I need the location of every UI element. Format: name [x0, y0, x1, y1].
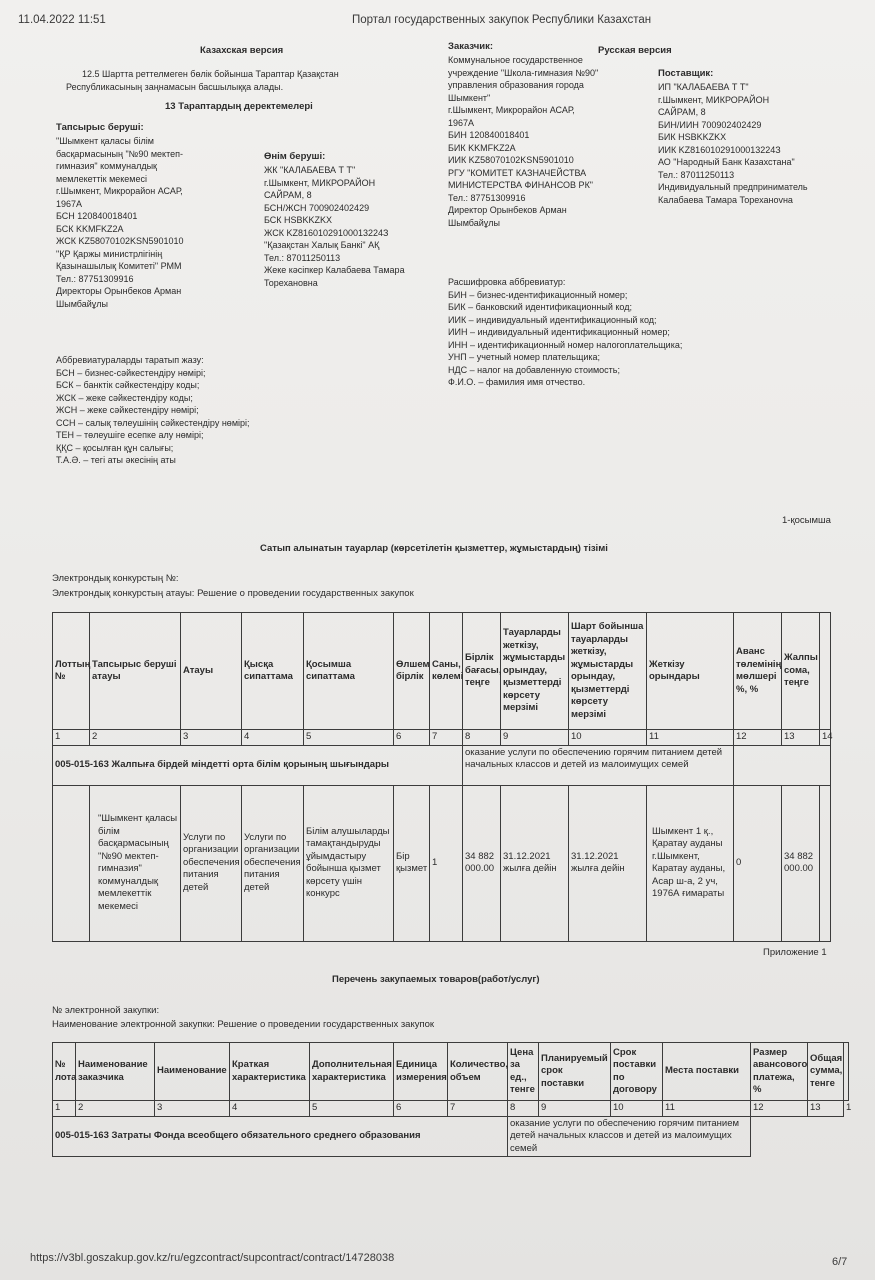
kz-customer-line: БСН 120840018401 [56, 211, 138, 221]
group-label: 005-015-163 Жалпыға бірдей міндетті орта білім қорының шығындары [53, 745, 463, 785]
kz-abbr-line: Т.А.Ә. – тегі аты әкесінің аты [56, 455, 176, 465]
cell-unit: Бір қызмет [394, 785, 430, 941]
page-number: 6/7 [832, 1256, 848, 1268]
kz-abbr-line: ЖСН – жеке сәйкестендіру нөмірі; [56, 405, 199, 415]
kz-customer-line: мемлекеттік мекемесі [56, 173, 147, 184]
kz-customer-line: 1967А [56, 198, 83, 209]
col-header: № лота [53, 1043, 76, 1101]
kz-abbr-line: БСН – бизнес-сәйкестендіру нөмірі; [56, 367, 206, 378]
col-number: 13 [808, 1101, 844, 1117]
cell-price: 34 882 000.00 [463, 785, 501, 941]
col-number: 9 [501, 730, 569, 746]
kz-customer-title: Тапсырыс беруші: [56, 122, 144, 133]
col-header: Краткая характеристика [230, 1043, 310, 1101]
col-number: 12 [751, 1101, 808, 1117]
kz-supplier-line: САЙРАМ, 8 [264, 190, 312, 200]
kz-customer-details [56, 135, 184, 310]
ru-customer-line: МИНИСТЕРСТВА ФИНАНСОВ РК" [448, 180, 594, 190]
ru-supplier-line: БИН/ИИН 700902402429 [658, 119, 762, 130]
ru-customer-line: ИИК KZ58070102KSN5901010 [448, 155, 574, 165]
cell-term: 31.12.2021 жылға дейін [501, 785, 569, 941]
kz-customer-line: "Шымкент қаласы білім [56, 136, 154, 146]
cell-extra: Білім алушыларды тамақтандыруды ұйымдастыру бойынша қызмет көрсету үшін конкурс [304, 785, 394, 941]
ru-abbr-line: ИИК – индивидуальный идентификационный код; [448, 314, 657, 325]
col-header: Планируемый срок поставки [539, 1043, 611, 1101]
ru-supplier-line: Индивидуальный предприниматель [658, 182, 808, 192]
col-number: 14 [820, 730, 831, 746]
ru-customer-title: Заказчик: [448, 41, 494, 52]
cell-total: 34 882 000.00 [782, 785, 820, 941]
col-header: Размер авансового платежа, % [751, 1043, 808, 1101]
ru-abbr-line: УНП – учетный номер плательщика; [448, 352, 601, 362]
print-datetime: 11.04.2022 11:51 [18, 14, 106, 26]
col-header: Қосымша сипаттама [304, 613, 394, 730]
col-number: 13 [782, 730, 820, 746]
col-number: 2 [90, 730, 181, 746]
kz-customer-line: г.Шымкент, Микрорайон АСАР, [56, 186, 183, 196]
col-number: 6 [394, 1101, 448, 1117]
ru-abbr-line: НДС – налог на добавленную стоимость; [448, 364, 620, 375]
col-header: Тауарларды жеткізу, жұмыстарды орындау, қызметтерді көрсету мерзімі [501, 613, 569, 730]
col-header: Тапсырыс беруші атауы [90, 613, 181, 730]
kz-supplier-line: Тел.: 87011250113 [264, 252, 341, 263]
cell-short: Услуги по организации обеспечения питания детей [242, 785, 304, 941]
col-number: 10 [611, 1101, 663, 1117]
kz-intro-line: Республикасының заңнамасын басшылыққа алады. [66, 81, 284, 92]
col-number: 4 [242, 730, 304, 746]
ru-version-title: Русская версия [598, 45, 672, 56]
col-number: 1 [53, 730, 90, 746]
kz-customer-line: Шымбайұлы [56, 298, 109, 309]
ru-abbr-line: ИНН – идентификационный номер налогоплательщика; [448, 339, 683, 350]
col-header: Атауы [181, 613, 242, 730]
col-header: Наименование заказчика [76, 1043, 155, 1101]
kz-abbr-line: ЖСК – жеке сәйкестендіру коды; [56, 392, 193, 403]
col-header: Количество, объем [448, 1043, 508, 1101]
col-number: 5 [304, 730, 394, 746]
col-number: 11 [647, 730, 734, 746]
kz-customer-line: Қазынашылық Комитеті" РММ [56, 261, 182, 271]
col-header: Цена за ед., тенге [508, 1043, 539, 1101]
table-group-row [53, 745, 831, 785]
group-label: 005-015-163 Затраты Фонда всеобщего обязательного среднего образования [53, 1116, 508, 1157]
kz-supplier-line: г.Шымкент, МИКРОРАЙОН [264, 177, 376, 188]
ru-customer-details [448, 54, 598, 229]
col-number: 10 [569, 730, 647, 746]
ru-customer-line: Тел.: 87751309916 [448, 192, 526, 203]
kz-abbr-line: ҚҚС – қосылған құн салығы; [56, 442, 174, 453]
appendix-kz-contest-name: Электрондық конкурстың атауы: Решение о проведении государственных закупок [52, 588, 414, 599]
col-number: 7 [448, 1101, 508, 1117]
ru-customer-line: БИК KKMFKZ2A [448, 142, 516, 153]
ru-customer-line: г.Шымкент, Микрорайон АСАР, [448, 105, 575, 115]
kz-customer-line: Директоры Орынбеков Арман [56, 286, 182, 296]
kz-abbr-line: Аббревиатураларды таратып жазу: [56, 355, 204, 365]
cell-customer: "Шымкент қаласы білім басқармасының "№90 мектеп-гимназия" коммуналдық мемлекеттік мекемесі [90, 785, 181, 941]
col-header: Общая сумма, тенге [808, 1043, 844, 1101]
col-number: 5 [310, 1101, 394, 1117]
table-header-row [53, 1043, 849, 1101]
ru-supplier-title: Поставщик: [658, 68, 714, 79]
kz-abbreviations [56, 354, 250, 467]
kz-supplier-line: БСК HSBKKZKX [264, 215, 333, 225]
appendix-ru-table [52, 1042, 852, 1157]
portal-title: Портал государственных закупок Республики Казахстан [352, 14, 652, 26]
col-number: 3 [181, 730, 242, 746]
kz-customer-line: гимназия" коммуналдық [56, 161, 157, 171]
ru-supplier-line: БИК HSBKKZKX [658, 132, 727, 142]
col-header: Лоттың № [53, 613, 90, 730]
appendix-ru-title: Перечень закупаемых товаров(работ/услуг) [332, 974, 540, 985]
ru-supplier-line: Калабаева Тамара Тореханоvна [658, 194, 793, 205]
col-header: Единица измерения [394, 1043, 448, 1101]
appendix-kz-table [52, 612, 831, 942]
kz-customer-line: "ҚР Қаржы министрлігінің [56, 248, 163, 259]
ru-supplier-line: ИИК KZ81601029100013224З [658, 144, 781, 155]
col-number: 8 [463, 730, 501, 746]
kz-abbr-line: БСК – банктік сәйкестендіру коды; [56, 380, 200, 390]
cell-qty: 1 [430, 785, 463, 941]
col-number: 2 [76, 1101, 155, 1117]
col-header: Қысқа сипаттама [242, 613, 304, 730]
col-number: 8 [508, 1101, 539, 1117]
page-url: https://v3bl.goszakup.gov.kz/ru/egzcontract/supcontract/contract/14728038 [30, 1252, 395, 1264]
column-number-row [53, 730, 831, 746]
col-header: Наименование [155, 1043, 230, 1101]
kz-customer-line: ЖСК KZ58070102KSN5901010 [56, 236, 184, 246]
col-header: Аванс төлемінің мөлшері %, % [734, 613, 782, 730]
appendix-kz-contest-no: Электрондық конкурстың №: [52, 573, 179, 584]
kz-supplier-line: БСН/ЖСН 700902402429 [264, 202, 370, 213]
ru-customer-line: управления образования города [448, 80, 584, 90]
ru-supplier-line: ИП "КАЛАБАЕВА Т Т" [658, 82, 749, 92]
kz-supplier-line: ЖК "КАЛАБАЕВА Т Т" [264, 165, 356, 175]
ru-customer-line: Шымбайұлы [448, 217, 501, 228]
kz-supplier-line: Жеке кәсіпкер Калабаева Тамара [264, 265, 405, 275]
col-number: 7 [430, 730, 463, 746]
ru-customer-line: БИН 120840018401 [448, 130, 530, 140]
col-number: 1 [846, 1102, 852, 1114]
kz-customer-line: басқармасының "№90 мектеп- [56, 148, 183, 159]
kz-details-title: 13 Тараптардың деректемелері [165, 101, 313, 112]
ru-customer-line: Шымкент" [448, 92, 491, 103]
group-description: оказание услуги по обеспечению горячим питанием детей начальных классов и детей из малоимущих семей [508, 1116, 751, 1157]
table-group-row [53, 1116, 849, 1157]
col-number: 6 [394, 730, 430, 746]
ru-supplier-line: САЙРАМ, 8 [658, 107, 706, 117]
col-header: Места поставки [663, 1043, 751, 1101]
appendix-ru-purchase-no: № электронной закупки: [52, 1005, 160, 1016]
col-header: Жеткізу орындары [647, 613, 734, 730]
kz-intro-line: 12.5 Шартта реттелмеген бөлік бойынша Тараптар Қазақстан [82, 69, 339, 79]
appendix-ru-label: Приложение 1 [763, 947, 827, 958]
ru-supplier-line: АО "Народный Банк Казахстана" [658, 157, 795, 167]
ru-customer-line: Коммунальное государственное [448, 55, 583, 65]
col-header: Срок поставки по договору [611, 1043, 663, 1101]
ru-supplier-line: Тел.: 87011250113 [658, 169, 735, 180]
ru-abbr-line: Ф.И.О. – фамилия имя отчество. [448, 377, 586, 387]
cell-place: Шымкент 1 қ., Қаратау ауданы г.Шымкент, Каратау ауданы, Асар ш-а, 2 уч, 1976А ғимараты [647, 785, 734, 941]
col-header: Өлшем бірлік [394, 613, 430, 730]
appendix-kz-title: Сатып алынатын тауарлар (көрсетілетін қызметтер, жұмыстардың) тізімі [260, 543, 608, 554]
col-number: 12 [734, 730, 782, 746]
ru-abbr-line: БИН – бизнес-идентификационный номер; [448, 289, 628, 300]
ru-customer-line: РГУ "КОМИТЕТ КАЗНАЧЕЙСТВА [448, 167, 587, 178]
col-header: Шарт бойынша тауарларды жеткізу, жұмыстарды орындау, қызметтерді көрсету мерзімі [569, 613, 647, 730]
ru-customer-line: Директор Орынбеков Арман [448, 205, 567, 215]
ru-customer-line: учреждение "Школа-гимназия №90" [448, 67, 599, 78]
group-description: оказание услуги по обеспечению горячим питанием детей начальных классов и детей из малоимущих семей [463, 745, 734, 785]
ru-abbreviations [448, 276, 682, 389]
kz-abbr-line: ТЕН – төлеушіге есепке алу нөмірі; [56, 430, 204, 440]
col-number: 11 [663, 1101, 751, 1117]
kz-supplier-line: "Қазақстан Халық Банкі" АҚ [264, 240, 380, 250]
cell-contract-term: 31.12.2021 жылға дейін [569, 785, 647, 941]
appendix-ru-purchase-name: Наименование электронной закупки: Решение о проведении государственных закупок [52, 1019, 435, 1030]
kz-version-title: Казахская версия [200, 45, 284, 56]
col-header: Саны, көлемі [430, 613, 463, 730]
kz-customer-line: Тел.: 87751309916 [56, 273, 134, 284]
ru-supplier-line: г.Шымкент, МИКРОРАЙОН [658, 94, 770, 105]
ru-abbr-line: Расшифровка аббревиатур: [448, 277, 566, 287]
table-row [53, 785, 831, 941]
kz-supplier-title: Өнім беруші: [264, 151, 326, 162]
col-number: 4 [230, 1101, 310, 1117]
col-number: 9 [539, 1101, 611, 1117]
ru-customer-line: 1967А [448, 117, 475, 128]
kz-supplier-line: ЖСК KZ81601029100013224З [264, 227, 389, 238]
table-header-row [53, 613, 831, 730]
kz-supplier-line: Торехановна [264, 277, 318, 288]
ru-abbr-line: ИИН – индивидуальный идентификационный номер; [448, 327, 670, 337]
appendix-kz-label: 1-қосымша [782, 515, 831, 526]
col-header: Дополнительная характеристика [310, 1043, 394, 1101]
col-number: 1 [53, 1101, 76, 1117]
col-header: Жалпы сома, теңге [782, 613, 820, 730]
col-number: 3 [155, 1101, 230, 1117]
kz-intro [66, 68, 426, 93]
kz-abbr-line: ССН – салық төлеушінің сәйкестендіру нөмірі; [56, 417, 250, 428]
kz-customer-line: БСК KKMFKZ2A [56, 223, 124, 234]
cell-name: Услуги по организации обеспечения питания детей [181, 785, 242, 941]
column-number-row [53, 1101, 849, 1117]
ru-abbr-line: БИК – банковский идентификационный код; [448, 302, 632, 312]
cell-advance: 0 [734, 785, 782, 941]
kz-supplier-details [264, 164, 405, 289]
col-header: Бірлік бағасы, теңге [463, 613, 501, 730]
ru-supplier-details [658, 81, 808, 206]
